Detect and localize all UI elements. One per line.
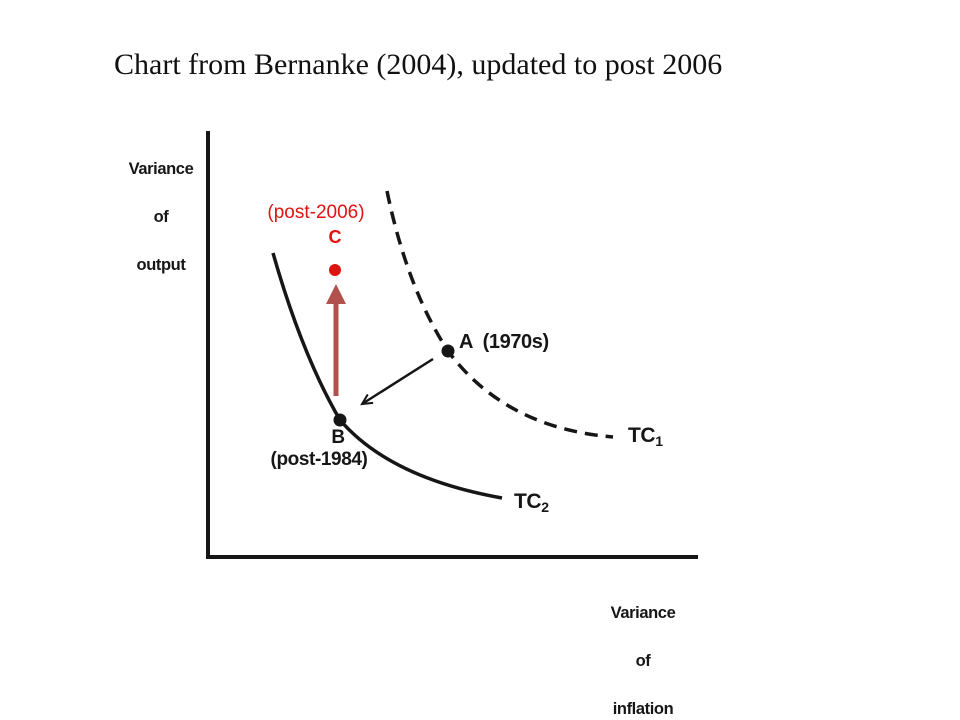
y-axis-label-line3: output (136, 256, 186, 274)
y-axis-label-line1: Variance (128, 160, 194, 178)
point-b-label: B (331, 427, 345, 448)
x-axis-label-line2: of (635, 652, 651, 670)
arrow-a-to-b (362, 359, 433, 404)
y-axis-label-line2: of (153, 208, 169, 226)
y-axis-label (129, 129, 194, 305)
tc1-label-main: TC (628, 424, 656, 447)
tc1-curve (387, 191, 613, 437)
tc2-label-subscript: 2 (541, 499, 549, 515)
point-b-dot (334, 414, 347, 427)
point-b-sublabel: (post-1984) (270, 449, 368, 470)
point-c-dot (329, 264, 341, 276)
slide-title: Chart from Bernanke (2004), updated to post 2006 (114, 48, 723, 81)
tc2-label (514, 491, 549, 514)
point-c-label: C (328, 227, 342, 247)
axes (208, 131, 698, 557)
x-axis-label (611, 573, 676, 720)
tc1-label (628, 425, 663, 448)
point-c-sublabel: (post-2006) (267, 202, 365, 223)
x-axis-label-line1: Variance (610, 604, 676, 622)
tc1-label-subscript: 1 (655, 433, 663, 449)
point-a-dot (442, 345, 455, 358)
x-axis-label-line3: inflation (612, 700, 674, 718)
point-a-label: A (1970s) (459, 331, 549, 353)
tc2-label-main: TC (514, 490, 542, 513)
